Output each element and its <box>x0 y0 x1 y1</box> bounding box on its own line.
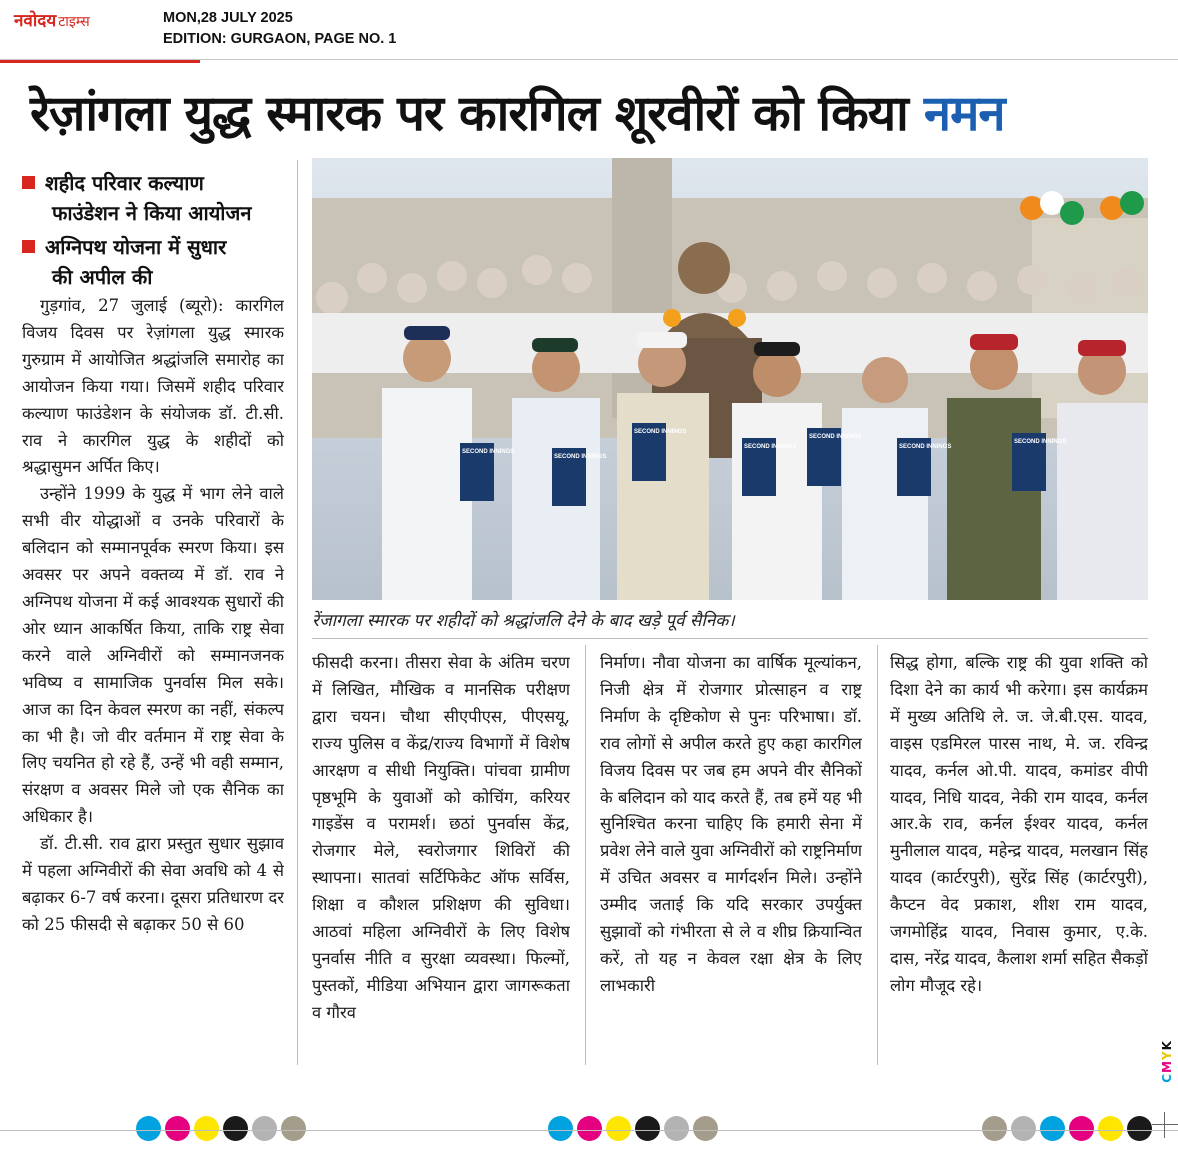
article-column-1 <box>22 293 284 1065</box>
color-swatch-grey <box>252 1116 277 1141</box>
color-swatch-cyan <box>1040 1116 1065 1141</box>
article-column-2 <box>312 650 570 1065</box>
logo-main: नवोदय <box>14 11 57 31</box>
crop-mark-icon <box>1164 1112 1165 1138</box>
article-paragraph: गुड़गांव, 27 जुलाई (ब्यूरो): कारगिल विजय दिवस पर रेज़ांगला युद्ध स्मारक गुरुग्राम में आयोजित श्रद्धांजलि समारोह का आयोजन किया गया। जिसमें शहीद परिवार कल्याण फाउंडेशन के संयोजक डॉ. टी.सी. राव ने कारगिल युद्ध के शहीदों को श्रद्धासुमन अर्पित किए। <box>22 296 284 477</box>
color-bar-right <box>982 1116 1156 1142</box>
group-photo-illustration <box>312 158 1148 600</box>
color-bar-left <box>136 1116 310 1142</box>
logo-sub: टाइम्स <box>58 14 90 30</box>
book-title-label: SECOND INNINGS <box>744 444 797 450</box>
color-swatch-yellow <box>194 1116 219 1141</box>
headline-main: रेज़ांगला युद्ध स्मारक पर कारगिल शूरवीरों को किया <box>30 85 908 142</box>
cmyk-letter: Y <box>1160 1050 1174 1061</box>
color-swatch-magenta <box>1069 1116 1094 1141</box>
cmyk-letter: K <box>1160 1040 1174 1051</box>
date-line: MON,28 JULY 2025 <box>163 10 293 26</box>
color-swatch-black <box>223 1116 248 1141</box>
photo-caption: रेंजागला स्मारक पर शहीदों को श्रद्धांजलि देने के बाद खड़े पूर्व सैनिक। <box>312 611 735 631</box>
newspaper-logo <box>14 8 90 31</box>
cmyk-register-mark <box>1160 1040 1174 1083</box>
news-photo <box>312 158 1148 600</box>
color-swatch-warm-grey <box>982 1116 1007 1141</box>
article-paragraph: निर्माण। नौवा योजना का वार्षिक मूल्यांकन, निजी क्षेत्र में रोजगार प्रोत्साहन व राष्ट्र निर्माण के दृष्टिकोण से पुनः परिभाषा। डॉ. राव लोगों से अपील करते हुए कहा कारगिल विजय दिवस पर जब हम अपने वीर सैनिकों के बलिदान को याद करते हैं, तब हमें यह भी सुनिश्चित करना चाहिए कि हमारी सेना में प्रवेश लेने वाले युवा अग्निवीरों को राष्ट्रनिर्माण में उचित अवसर व मार्गदर्शन मिले। उन्होंने उम्मीद जताई कि यदि सरकार उपर्युक्त सुझावों को गंभीरता से ले व शीघ्र क्रियान्वित करें, तो यह न केवल रक्षा क्षेत्र के लिए लाभकारी <box>600 653 862 995</box>
book-title-label: SECOND INNINGS <box>809 434 862 440</box>
deck-1-line-2: फाउंडेशन ने किया आयोजन <box>52 201 252 225</box>
article-paragraph: उन्होंने 1999 के युद्ध में भाग लेने वाले सभी वीर योद्धाओं व उनके परिवारों के बलिदान को सम्मानपूर्वक स्मरण किया। इस अवसर पर अपने वक्तव्य में डॉ. राव ने अग्निपथ योजना में कई आवश्यक सुधारों की ओर ध्यान आकर्षित किया, ताकि राष्ट्र सेवा करने वाले अग्निवीरों को सम्मानजनक भविष्य व सामाजिक पुनर्वास मिल सके। आज का दिन केवल स्मरण का नहीं, संकल्प का भी है। जो वीर वर्तमान में राष्ट्र सेवा के लिए चयनित हो रहे हैं, उन्हें भी वही सम्मान, संरक्षण व अवसर मिले जो एक सैनिक का अधिकार है। <box>22 484 284 827</box>
color-swatch-warm-grey <box>693 1116 718 1141</box>
deck-1 <box>22 168 251 228</box>
book-title-label: SECOND INNINGS <box>899 444 952 450</box>
color-swatch-cyan <box>136 1116 161 1141</box>
article-column-3 <box>600 650 862 1065</box>
edition-line: EDITION: GURGAON, PAGE NO. 1 <box>163 31 397 47</box>
deck-1-line-1: शहीद परिवार कल्याण <box>45 171 204 195</box>
article-paragraph: डॉ. टी.सी. राव द्वारा प्रस्तुत सुधार सुझाव में पहला अग्निवीरों की सेवा अवधि को 4 से बढ़ाकर 6-7 वर्ष करना। दूसरा प्रतिधारण दर को 25 फीसदी से बढ़ाकर 50 से 60 <box>22 834 284 934</box>
footer-divider <box>0 1130 1178 1131</box>
article-column-4 <box>890 650 1148 1065</box>
book-title-label: SECOND INNINGS <box>462 449 515 455</box>
bullet-square-icon <box>22 240 35 253</box>
deck-2 <box>22 232 226 292</box>
cmyk-letter: M <box>1160 1060 1174 1073</box>
book-title-label: SECOND INNINGS <box>634 429 687 435</box>
color-swatch-black <box>1127 1116 1152 1141</box>
column-divider <box>877 645 878 1065</box>
masthead-accent-rule <box>0 60 200 63</box>
book-title-label: SECOND INNINGS <box>554 454 607 460</box>
headline <box>30 82 1160 146</box>
color-swatch-grey <box>1011 1116 1036 1141</box>
edition-meta <box>163 8 396 50</box>
column-divider <box>297 160 298 1065</box>
crop-mark-icon <box>1152 1124 1178 1125</box>
color-bar-center <box>548 1116 722 1142</box>
color-swatch-black <box>635 1116 660 1141</box>
color-swatch-magenta <box>577 1116 602 1141</box>
column-divider <box>585 645 586 1065</box>
bullet-square-icon <box>22 176 35 189</box>
book-title-label: SECOND INNINGS <box>1014 439 1067 445</box>
color-swatch-grey <box>664 1116 689 1141</box>
color-swatch-cyan <box>548 1116 573 1141</box>
article-paragraph: सिद्ध होगा, बल्कि राष्ट्र की युवा शक्ति को दिशा देने का कार्य भी करेगा। इस कार्यक्रम में मुख्य अतिथि ले. ज. जे.बी.एस. यादव, वाइस एडमिरल पारस नाथ, मे. ज. रविन्द्र यादव, कर्नल ओ.पी. यादव, कमांडर वीपी यादव, निधि यादव, नेकी राम यादव, कर्नल आर.के राव, कर्नल ईश्वर यादव, कर्नल मुनीलाल यादव, महेन्द्र यादव, मलखान सिंह यादव (कार्टरपुरी), सुरेंद्र सिंह (कार्टरपुरी), कैप्टन वेद प्रकाश, शीश राम यादव, जगमोहिंद्र यादव, निवास कुमार, ए.के. दास, नरेंद्र यादव, कैलाश शर्मा सहित सैकड़ों लोग मौजूद रहे। <box>890 653 1148 995</box>
deck-2-line-1: अग्निपथ योजना में सुधार <box>45 235 227 259</box>
deck-2-line-2: की अपील की <box>52 265 153 289</box>
caption-divider <box>312 638 1148 639</box>
color-swatch-magenta <box>165 1116 190 1141</box>
color-swatch-warm-grey <box>281 1116 306 1141</box>
color-swatch-yellow <box>1098 1116 1123 1141</box>
color-swatch-yellow <box>606 1116 631 1141</box>
headline-highlight: नमन <box>923 85 1005 142</box>
cmyk-letter: C <box>1160 1072 1174 1083</box>
article-paragraph: फीसदी करना। तीसरा सेवा के अंतिम चरण में लिखित, मौखिक व मानसिक परीक्षण द्वारा चयन। चौथा सीएपीएस, पीएसयू, राज्य पुलिस व केंद्र/राज्य विभागों में विशेष आरक्षण व सीधी नियुक्ति। पांचवा ग्रामीण पृष्ठभूमि के युवाओं को कोचिंग, करियर गाइडेंस व परामर्श। छठां पुनर्वास केंद्र, रोजगार मेले, स्वरोजगार शिविरों की स्थापना। सातवां सर्टिफिकेट ऑफ सर्विस, शिक्षा व कौशल प्रशिक्षण की सुविधा। आठवां महिला अग्निवीरों के लिए विशेष पुनर्वास नीति व सुरक्षा व्यवस्था। फिल्मों, पुस्तकों, मीडिया अभियान द्वारा जागरूकता व गौरव <box>312 653 570 1022</box>
